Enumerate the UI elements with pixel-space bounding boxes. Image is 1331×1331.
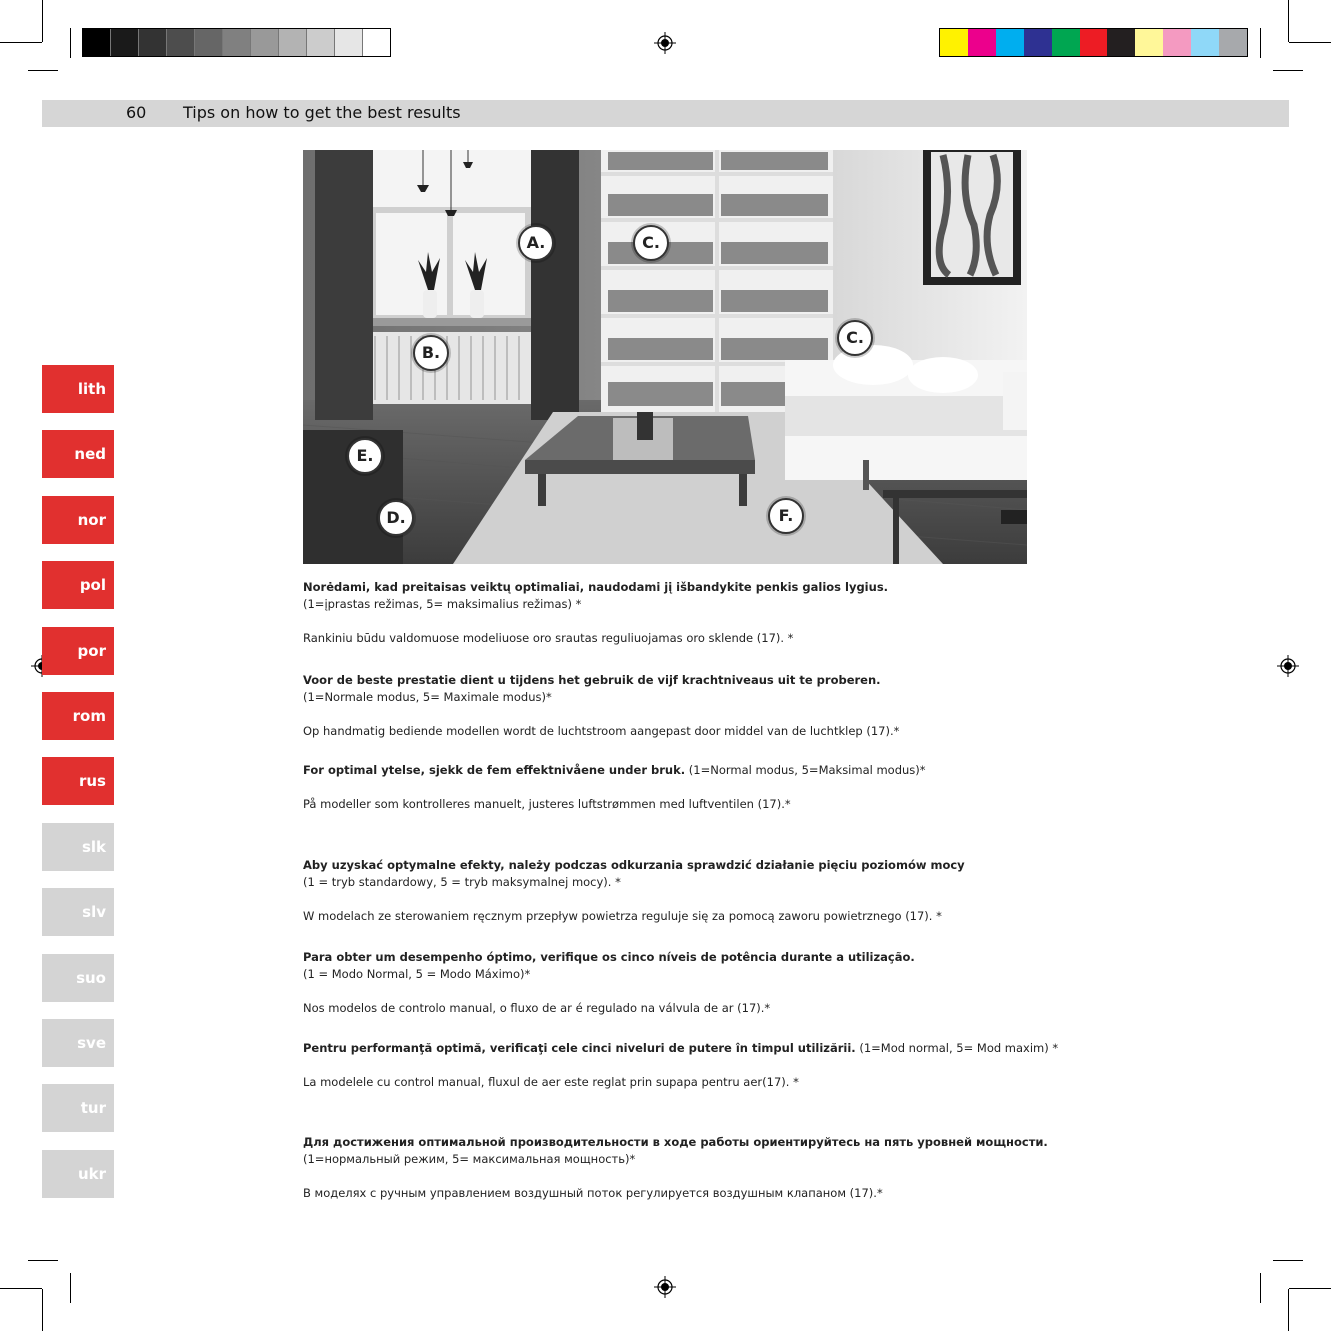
color-swatch xyxy=(996,29,1024,56)
photo-label: B. xyxy=(413,335,449,371)
ned-line3: Op handmatig bediende modellen wordt de luchtstroom aangepast door middel van de luchtklep (17).* xyxy=(303,724,900,738)
lith-heading xyxy=(303,579,888,595)
language-tab-por[interactable]: por xyxy=(42,627,114,675)
color-swatch xyxy=(1024,29,1052,56)
nor-inline-text: (1=Normal modus, 5=Maksimal modus)* xyxy=(685,763,926,777)
por-heading xyxy=(303,949,915,965)
photo-label: D. xyxy=(378,500,414,536)
page-title: Tips on how to get the best results xyxy=(183,103,461,122)
color-swatch xyxy=(940,29,968,56)
gray-calibration-bar xyxy=(82,28,391,57)
color-calibration-bar xyxy=(939,28,1248,57)
language-tab-ukr[interactable]: ukr xyxy=(42,1150,114,1198)
lith-bold-text: Norėdami, kad preitaisas veiktų optimaliai, naudodami jį išbandykite penkis galios lygius. xyxy=(303,580,889,594)
rus-line3: В моделях с ручным управлением воздушный поток регулируется воздушным клапаном (17).* xyxy=(303,1186,883,1200)
language-tab-slv[interactable]: slv xyxy=(42,888,114,936)
registration-mark-icon xyxy=(654,32,676,54)
gray-swatch xyxy=(335,29,363,56)
ned-bold-text: Voor de beste prestatie dient u tijdens het gebruik de vijf krachtniveaus uit te proberen. xyxy=(303,673,881,687)
photo-label: E. xyxy=(347,438,383,474)
crop-mark xyxy=(42,1289,43,1331)
gray-swatch xyxy=(251,29,279,56)
pol-bold-text: Aby uzyskać optymalne efekty, należy podczas odkurzania sprawdzić działanie pięciu poziomów mocy xyxy=(303,858,965,872)
crop-mark xyxy=(70,28,71,58)
language-tab-ned[interactable]: ned xyxy=(42,430,114,478)
por-line3: Nos modelos de controlo manual, o fluxo de ar é regulado na válvula de ar (17).* xyxy=(303,1001,771,1015)
registration-mark-icon xyxy=(654,1276,676,1298)
rom-heading xyxy=(303,1040,1058,1056)
nor-line3: På modeller som kontrolleres manuelt, justeres luftstrømmen med luftventilen (17).* xyxy=(303,797,791,811)
pol-line3: W modelach ze sterowaniem ręcznym przepływ powietrza reguluje się za pomocą zaworu powietrznego (17). * xyxy=(303,909,942,923)
gray-swatch xyxy=(223,29,251,56)
language-tab-suo[interactable]: suo xyxy=(42,954,114,1002)
room-image xyxy=(303,150,1027,564)
color-swatch xyxy=(1052,29,1080,56)
rom-line3: La modelele cu control manual, fluxul de aer este reglat prin supapa pentru aer(17). * xyxy=(303,1075,799,1089)
crop-mark xyxy=(28,70,58,71)
crop-mark xyxy=(1288,0,1289,42)
rom-bold-text: Pentru performanţă optimă, verificaţi cele cinci niveluri de putere în timpul utilizării. xyxy=(303,1041,856,1055)
language-tab-pol[interactable]: pol xyxy=(42,561,114,609)
photo-label: A. xyxy=(518,225,554,261)
color-swatch xyxy=(1163,29,1191,56)
gray-swatch xyxy=(195,29,223,56)
rus-bold-text: Для достижения оптимальной производительности в ходе работы ориентируйтесь на пять уровней мощности. xyxy=(303,1135,1048,1149)
por-bold-text: Para obter um desempenho óptimo, verifique os cinco níveis de potência durante a utilização. xyxy=(303,950,915,964)
lith-line2: (1=įprastas režimas, 5= maksimalius režimas) * xyxy=(303,597,582,611)
pol-heading xyxy=(303,857,965,873)
gray-swatch xyxy=(307,29,335,56)
color-swatch xyxy=(1107,29,1135,56)
gray-swatch xyxy=(83,29,111,56)
por-line2: (1 = Modo Normal, 5 = Modo Máximo)* xyxy=(303,967,531,981)
ned-heading xyxy=(303,672,881,688)
photo-label: F. xyxy=(768,498,804,534)
rus-heading xyxy=(303,1134,1048,1150)
language-tab-rom[interactable]: rom xyxy=(42,692,114,740)
photo-label: C. xyxy=(837,320,873,356)
color-swatch xyxy=(1219,29,1247,56)
rom-inline-text: (1=Mod normal, 5= Mod maxim) * xyxy=(855,1041,1059,1055)
crop-mark xyxy=(70,1273,71,1303)
crop-mark xyxy=(0,1288,42,1289)
gray-swatch xyxy=(167,29,195,56)
crop-mark xyxy=(42,0,43,42)
crop-mark xyxy=(1273,1260,1303,1261)
crop-mark xyxy=(1289,42,1331,43)
photo-label: C. xyxy=(633,225,669,261)
language-tab-rus[interactable]: rus xyxy=(42,757,114,805)
room-illustration xyxy=(303,150,1027,564)
language-tab-slk[interactable]: slk xyxy=(42,823,114,871)
crop-mark xyxy=(1260,1273,1261,1303)
language-tab-lith[interactable]: lith xyxy=(42,365,114,413)
crop-mark xyxy=(1289,1288,1331,1289)
color-swatch xyxy=(1080,29,1108,56)
pol-line2: (1 = tryb standardowy, 5 = tryb maksymalnej mocy). * xyxy=(303,875,621,889)
color-swatch xyxy=(1191,29,1219,56)
language-tab-nor[interactable]: nor xyxy=(42,496,114,544)
gray-swatch xyxy=(111,29,139,56)
gray-swatch xyxy=(363,29,390,56)
page-number: 60 xyxy=(126,103,147,122)
color-swatch xyxy=(1135,29,1163,56)
gray-swatch xyxy=(279,29,307,56)
rus-line2: (1=нормальный режим, 5= максимальная мощность)* xyxy=(303,1152,636,1166)
lith-line3: Rankiniu būdu valdomuose modeliuose oro srautas reguliuojamas oro sklende (17). * xyxy=(303,631,794,645)
gray-swatch xyxy=(139,29,167,56)
color-swatch xyxy=(968,29,996,56)
language-tab-tur[interactable]: tur xyxy=(42,1084,114,1132)
crop-mark xyxy=(1288,1289,1289,1331)
crop-mark xyxy=(1273,70,1303,71)
registration-mark-icon xyxy=(1277,655,1299,677)
language-tab-sve[interactable]: sve xyxy=(42,1019,114,1067)
crop-mark xyxy=(0,42,42,43)
crop-mark xyxy=(1260,28,1261,58)
nor-bold-text: For optimal ytelse, sjekk de fem effektnivåene under bruk. xyxy=(303,763,686,777)
nor-heading xyxy=(303,762,926,778)
crop-mark xyxy=(28,1260,58,1261)
ned-line2: (1=Normale modus, 5= Maximale modus)* xyxy=(303,690,552,704)
